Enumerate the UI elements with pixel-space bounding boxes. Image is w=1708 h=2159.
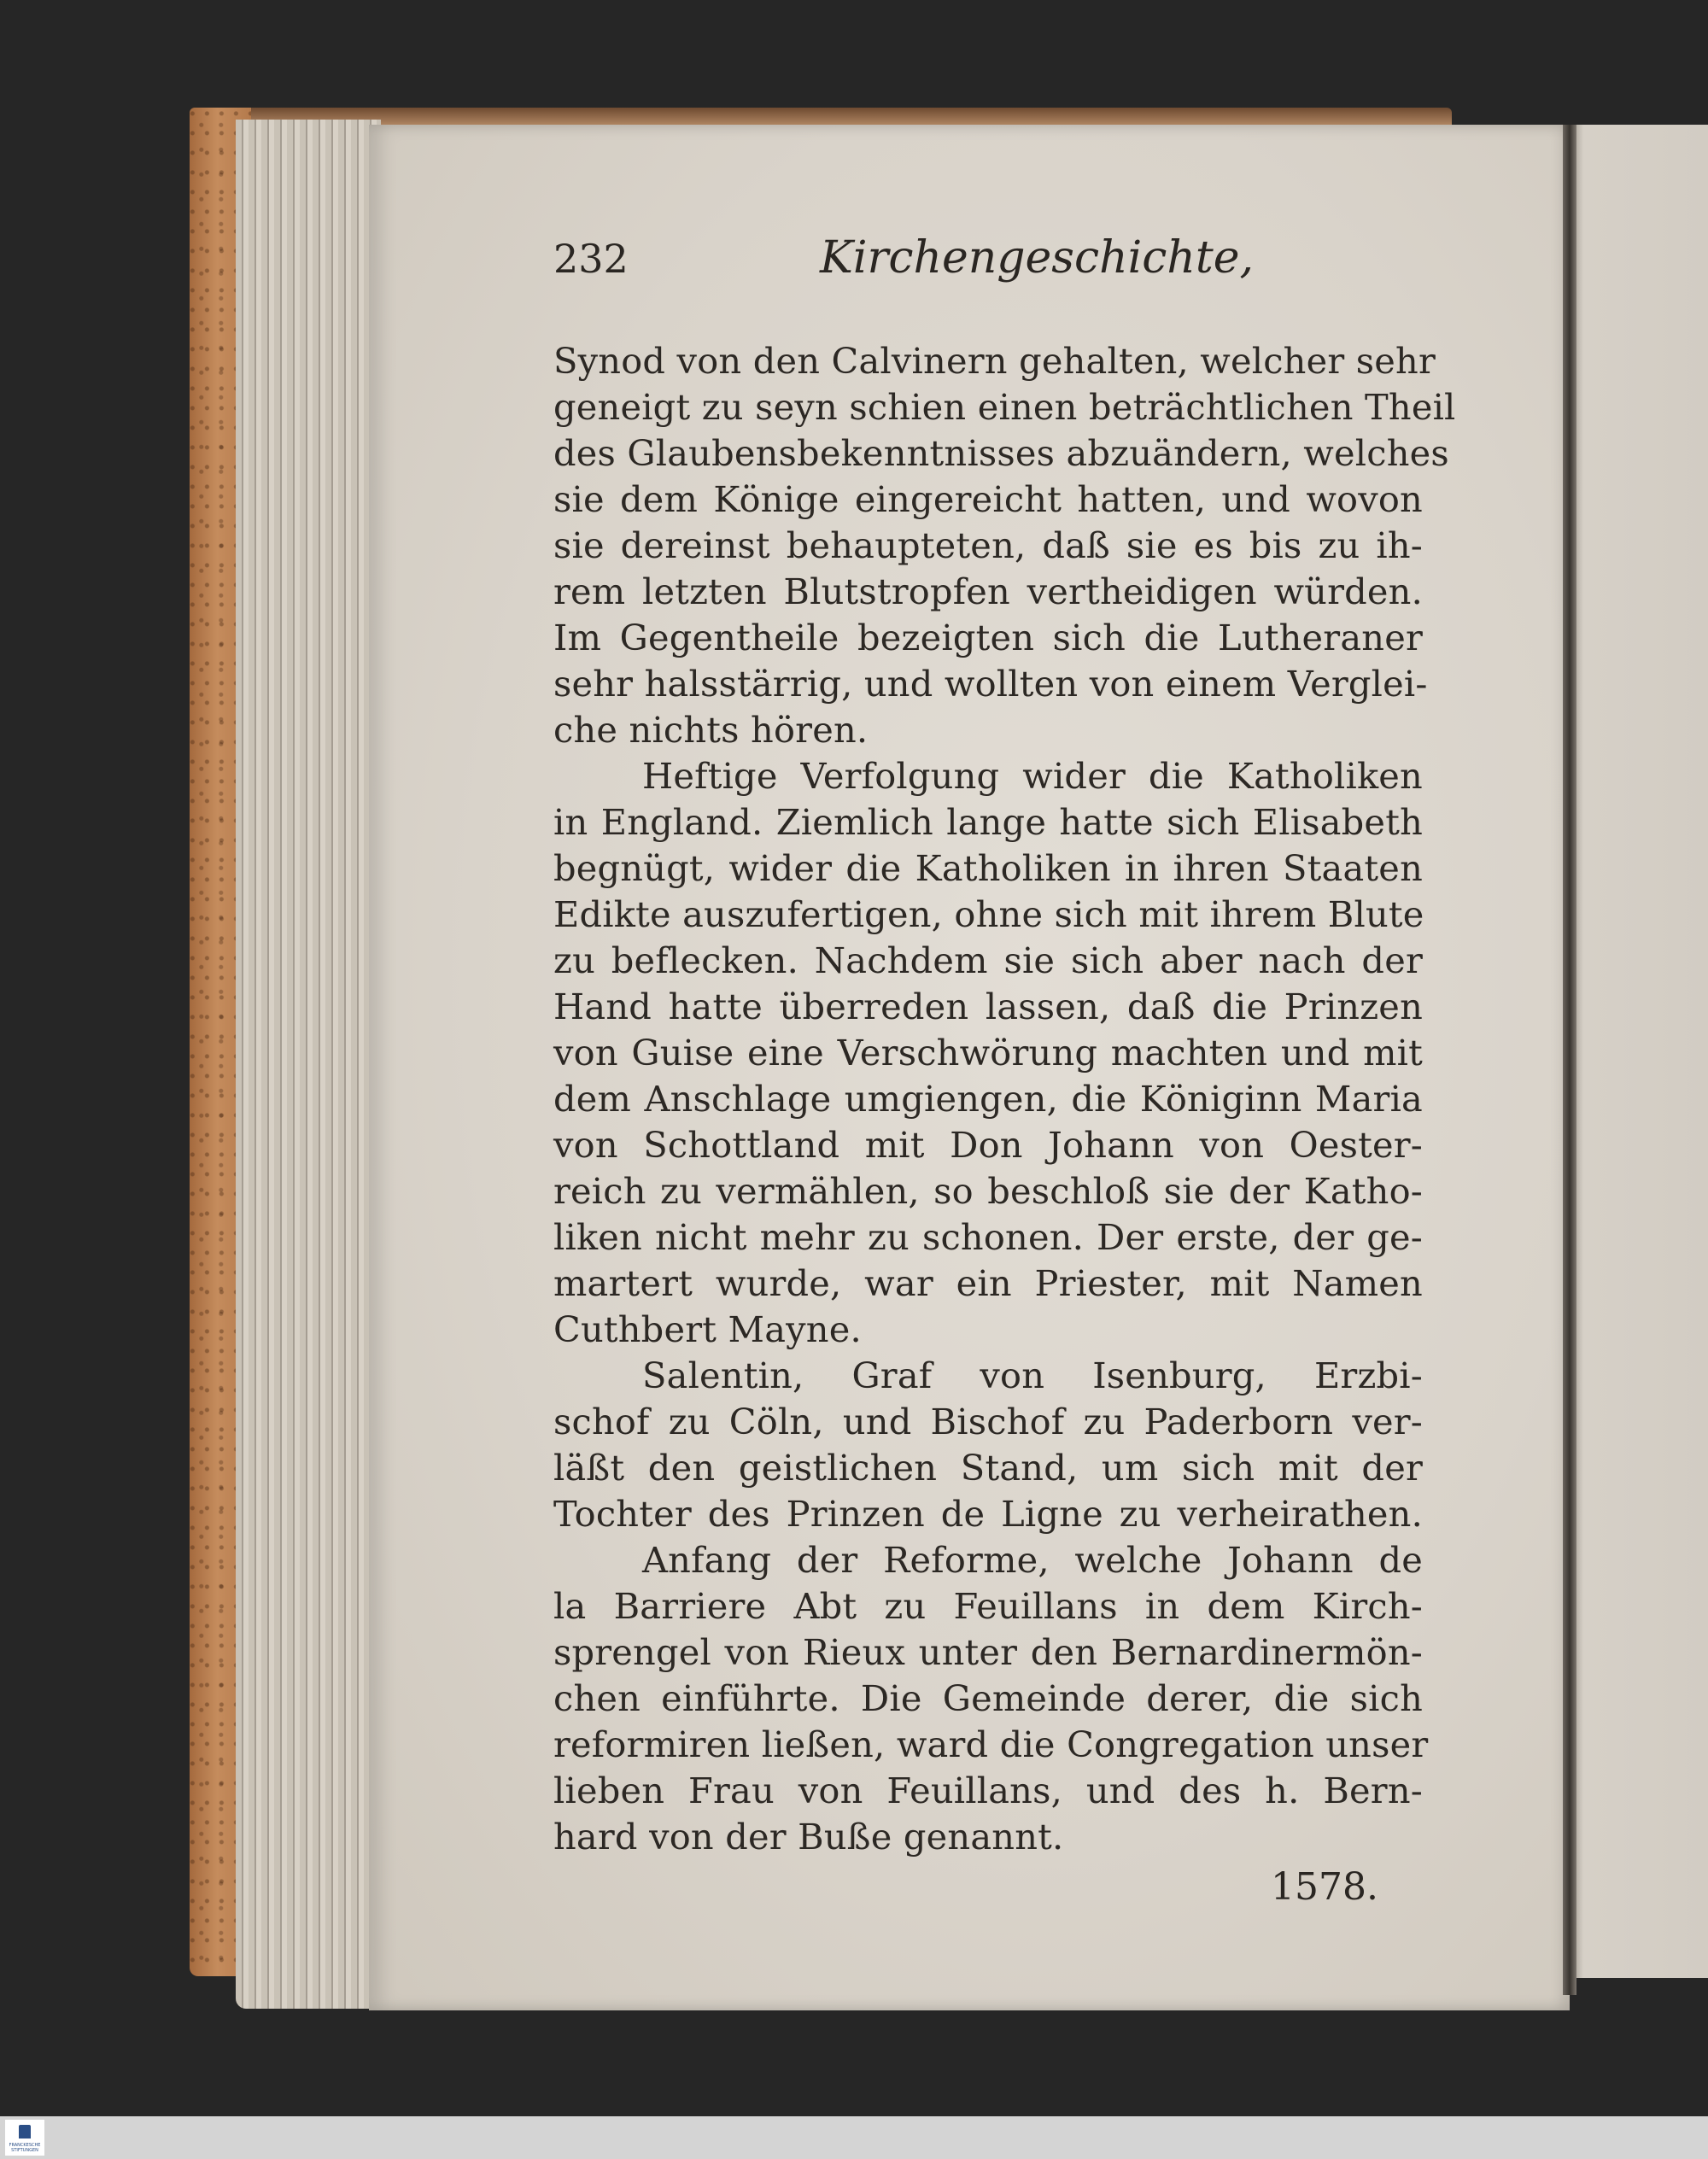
text-line: sie dem Könige eingereicht hatten, und wovon — [553, 478, 1423, 520]
text-line: lieben Frau von Feuillans, und des h. Bern- — [553, 1770, 1423, 1811]
text-line: Im Gegentheile bezeigten sich die Lutheraner — [553, 617, 1423, 658]
viewer-footer — [0, 2116, 1708, 2159]
text-line: Synod von den Calvinern gehalten, welcher sehr — [553, 340, 1436, 382]
text-line: sehr halsstärrig, und wollten von einem Verglei- — [553, 663, 1428, 705]
page-number: 232 — [553, 236, 629, 282]
building-icon — [19, 2125, 31, 2139]
text-line: Salentin, Graf von Isenburg, Erzbi- — [642, 1354, 1423, 1396]
text-line: sie dereinst behaupteten, daß sie es bis zu ih- — [553, 524, 1423, 566]
text-line: begnügt, wider die Katholiken in ihren Staaten — [553, 847, 1423, 889]
text-line: hard von der Buße genannt. — [553, 1816, 1064, 1858]
logo-text: FRANCKESCHE STIFTUNGEN — [9, 2143, 41, 2153]
text-line: Anfang der Reforme, welche Johann de — [642, 1539, 1423, 1581]
page-header — [553, 232, 1433, 301]
text-line: zu beflecken. Nachdem sie sich aber nach der — [553, 939, 1423, 981]
page-stack — [236, 120, 381, 2009]
right-page-edge — [1570, 125, 1708, 1978]
text-line: Edikte auszufertigen, ohne sich mit ihrem Blute — [553, 893, 1424, 935]
text-line: Cuthbert Mayne. — [553, 1308, 862, 1350]
catchword: 1578. — [1271, 1865, 1378, 1909]
text-line: des Glaubensbekenntnisses abzuändern, welches — [553, 432, 1449, 474]
text-line: rem letzten Blutstropfen vertheidigen würden. — [553, 570, 1423, 612]
text-line: chen einführte. Die Gemeinde derer, die sich — [553, 1677, 1423, 1719]
body-text — [553, 338, 1456, 1860]
text-line: reich zu vermählen, so beschloß sie der Katho- — [553, 1170, 1423, 1212]
text-line: geneigt zu seyn schien einen beträchtlichen Theil — [553, 386, 1456, 428]
library-logo — [5, 2120, 44, 2156]
text-line: in England. Ziemlich lange hatte sich Elisabeth — [553, 801, 1423, 843]
text-line: la Barriere Abt zu Feuillans in dem Kirch- — [553, 1585, 1423, 1627]
text-line: Tochter des Prinzen de Ligne zu verheirathen. — [553, 1493, 1423, 1535]
text-line: von Schottland mit Don Johann von Oester- — [553, 1124, 1423, 1166]
text-line: dem Anschlage umgiengen, die Königinn Maria — [553, 1078, 1423, 1120]
text-line: schof zu Cöln, und Bischof zu Paderborn ver- — [553, 1401, 1423, 1442]
text-line: Hand hatte überreden lassen, daß die Prinzen — [553, 986, 1423, 1027]
text-line: martert wurde, war ein Priester, mit Namen — [553, 1262, 1423, 1304]
text-line: sprengel von Rieux unter den Bernardinermön- — [553, 1631, 1423, 1673]
running-title: Kirchengeschichte, — [820, 232, 1255, 284]
text-line: läßt den geistlichen Stand, um sich mit der — [553, 1447, 1423, 1489]
book-gutter — [1563, 125, 1576, 1995]
text-line: liken nicht mehr zu schonen. Der erste, der ge- — [553, 1216, 1423, 1258]
text-line: von Guise eine Verschwörung machten und mit — [553, 1032, 1423, 1074]
text-line: Heftige Verfolgung wider die Katholiken — [642, 755, 1423, 797]
text-line: che nichts hören. — [553, 709, 869, 751]
text-line: reformiren ließen, ward die Congregation unser — [553, 1723, 1429, 1765]
book-top-edge — [202, 108, 1452, 126]
